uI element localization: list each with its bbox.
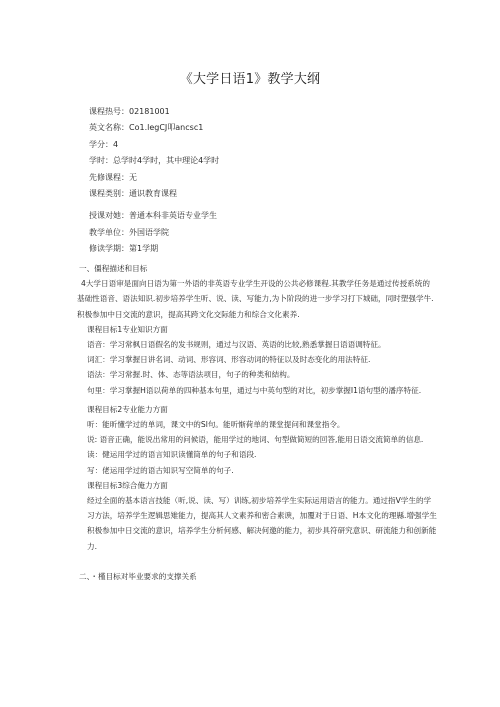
goal1-title: 课程目标1专业知识方面 xyxy=(87,324,168,334)
document-title: 《大学日语1》教学大纲 xyxy=(179,72,321,87)
english-name: 英文名称：Co1.legCJ叩ancsc1 xyxy=(89,123,204,133)
goal1-item-vocabulary: 词汇：学习掌握日讲名词、动词、形容词、形容动词的特征以及时态变化的用法特征. xyxy=(87,355,371,365)
class-hours: 学时：总学时4学时，其中理论4学时 xyxy=(89,156,220,166)
prerequisite: 先修课程：无 xyxy=(89,172,137,182)
course-body xyxy=(77,261,437,584)
goal2-title: 课程目标2专业能力方面 xyxy=(87,404,168,414)
teaching-unit: 教学单位：外国语学院 xyxy=(89,227,169,237)
goal1-item-grammar: 语法：学习常握.时、体、态等语法项目，句子的种类和結构。 xyxy=(87,370,295,380)
course-code: 课程热号：02181001 xyxy=(89,107,170,116)
goal2-item-speaking: 说: 语音正确，能说出常用的问候语，能用学过的地词、句型做简短的回答,能用日语交流简单的信息. xyxy=(87,435,424,445)
teaching-audience: 授课对她：普通本科非英语专业学生 xyxy=(89,211,217,221)
goal3-title: 课程目标3综合俺力方面 xyxy=(87,480,168,490)
goal1-item-sentence: 句里：学习掌握H语以荷单的四种基本句里，通过与中英句型的对比，初步掌握I1语句型的潘序特征. xyxy=(87,385,422,395)
credits: 学分：4 xyxy=(89,139,119,149)
semester: 修读学期：第1学期 xyxy=(89,244,159,254)
section-heading-support: 二、・槿目标对毕业要求的支撑关系 xyxy=(79,571,197,581)
goal2-item-listening: 听：能昕懂学过的单词，课文中的Sl句。能听惭荷单的课堂提问和课堂指令。 xyxy=(87,420,345,430)
goal2-item-reading: 读：健运用学过的语言知识读懂筒单的句子和语段. xyxy=(87,450,257,460)
goal1-item-pronunciation: 语音：学习常枫日语假名的发书规则，通过与汉语、英语的比较,熟悉掌握日语语调特征。 xyxy=(87,340,386,350)
goal3-paragraph: 经过全面的基本语言技能（听,说、读、写）训练,初步培养学生实际运用语言的能力。通过指V学生的学习方法，培养学生逻辑思雉能力，提高其人文素养和密合素谀，加覆对于日语、H本文化的理縣.增强学生积极参加中日交流的意识，培养学生分析何感、解决何邀的能力，初步具符研究意识、研流能力和创新能力. xyxy=(87,496,437,551)
course-category: 课程类别：通识教育课程 xyxy=(89,189,177,199)
goal2-item-writing: 写：佬运用学过的语古知识写空简单的句子. xyxy=(87,465,234,475)
course-intro-paragraph: 4大学日语审是面向日语为第一外语的非英语专业学生开设的公共必修课程.其教学任务是通过传授系统的基础性语音、语法知识.初步培养学生听、说、读、写能力,为卜阶段的进一步学习打下城础，同时塑强学牛.积极参加中日交流的意识，提高其跨文化交际能力和综合文化素养. xyxy=(77,279,434,319)
course-info-block xyxy=(89,104,449,258)
section-heading-description: 一、僵程描述和目标 xyxy=(79,264,148,273)
